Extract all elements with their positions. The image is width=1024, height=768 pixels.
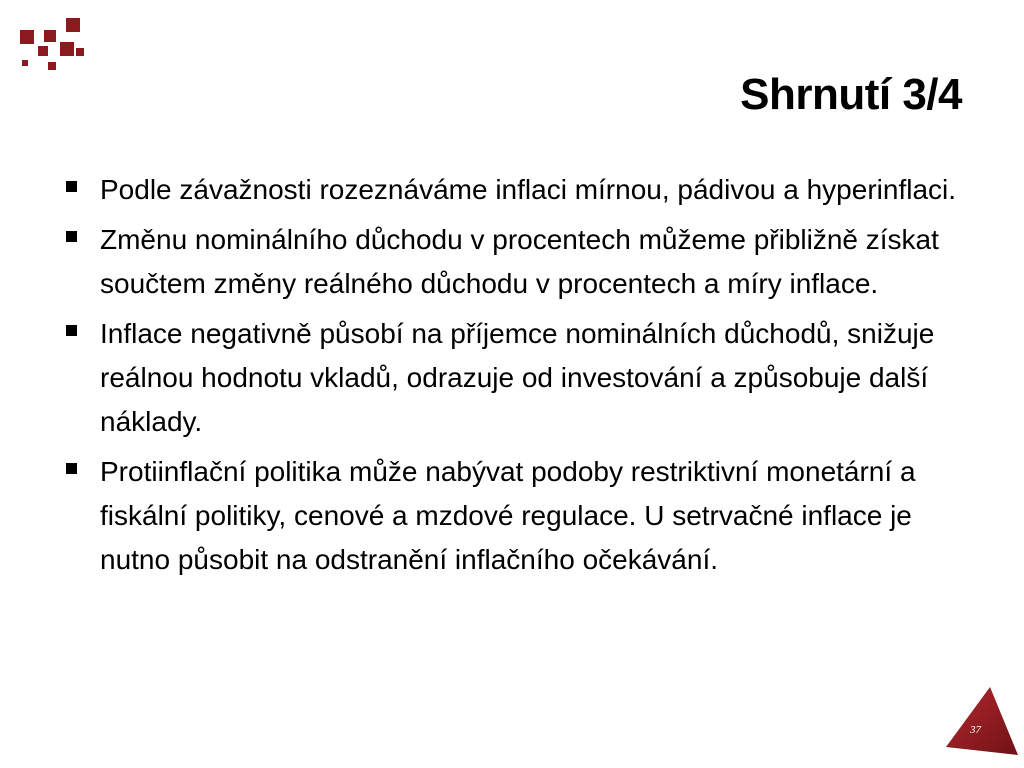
bullet-list xyxy=(66,168,956,588)
bullet-item xyxy=(66,218,956,306)
bullet-item xyxy=(66,312,956,444)
square-bullet-icon xyxy=(66,325,77,336)
square-bullet-icon xyxy=(66,231,77,242)
bullet-text: Inflace negativně působí na příjemce nominálních důchodů, snižuje reálnou hodnotu vkladů, odrazuje od investování a způsobuje další náklady. xyxy=(100,318,935,437)
page-number: 37 xyxy=(970,724,981,736)
square-bullet-icon xyxy=(66,181,77,192)
bullet-text: Změnu nominálního důchodu v procentech můžeme přibližně získat součtem změny reálného důchodu v procentech a míry inflace. xyxy=(100,224,939,299)
bullet-text: Podle závažnosti rozeznáváme inflaci mírnou, pádivou a hyperinflaci. xyxy=(100,174,957,205)
bullet-item xyxy=(66,168,956,212)
squares-logo-icon xyxy=(18,16,88,72)
slide-title: Shrnutí 3/4 xyxy=(740,70,962,119)
bullet-text: Protiinflační politika může nabývat podoby restriktivní monetární a fiskální politiky, cenové a mzdové regulace. U setrvačné inflace je nutno působit na odstranění inflačního očekávání. xyxy=(100,456,916,575)
triangle-corner-icon xyxy=(944,685,1020,757)
square-bullet-icon xyxy=(66,463,77,474)
bullet-item xyxy=(66,450,956,582)
